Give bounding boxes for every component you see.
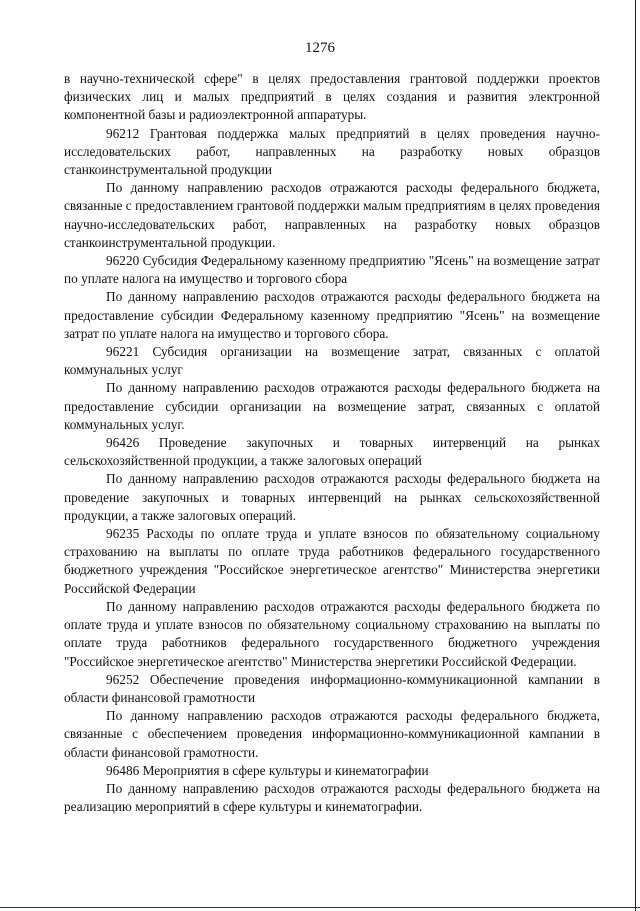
paragraph-96235-heading: 96235 Расходы по оплате труда и уплате взносов по обязательному социальному страхованию на выплаты по оплате труда работников федерального государственного бюджетного учреждения "Российское энергетическое агентство" Министерства энергетики Российской Федерации	[64, 526, 600, 596]
document-body	[64, 70, 600, 816]
paragraph-96221-body: По данному направлению расходов отражаются расходы федерального бюджета на предоставление субсидии организации на возмещение затрат, связанных с оплатой коммунальных услуг.	[64, 380, 600, 432]
page-edge-bottom	[0, 907, 640, 908]
paragraph-96212-heading: 96212 Грантовая поддержка малых предприятий в целях проведения научно-исследовательских работ, направленных на разработку новых образцов станкоинструментальной продукции	[64, 125, 600, 178]
paragraph-96212-body: По данному направлению расходов отражаются расходы федерального бюджета, связанные с предоставлением грантовой поддержки малым предприятиям в целях проведения научно-исследовательских работ, направленных на разработку новых образцов станкоинструментальной продукции.	[64, 180, 600, 250]
paragraph-96486-heading: 96486 Мероприятия в сфере культуры и кинематографии	[106, 762, 429, 778]
paragraph-96220-body: По данному направлению расходов отражаются расходы федерального бюджета на предоставление субсидии Федеральному казенному предприятию "Ясень" на возмещение затрат по уплате налога на имущество и торгового сбора.	[64, 289, 600, 341]
paragraph-96252-heading: 96252 Обеспечение проведения информационно-коммуникационной кампании в области финансовой грамотности	[64, 671, 600, 705]
paragraph-96426-body: По данному направлению расходов отражаются расходы федерального бюджета на проведение закупочных и товарных интервенций на рынках сельскохозяйственной продукции, а также залоговых операций.	[64, 471, 600, 523]
paragraph-96486-body: По данному направлению расходов отражаются расходы федерального бюджета на реализацию мероприятий в сфере культуры и кинематографии.	[64, 780, 600, 815]
paragraph-96426-heading: 96426 Проведение закупочных и товарных интервенций на рынках сельскохозяйственной продукции, а также залоговых операций	[64, 435, 600, 469]
paragraph-continuation: в научно-технической сфере" в целях предоставления грантовой поддержки проектов физических лиц и малых предприятий в целях создания и развития электронной компонентной базы и радиоэлектронной аппаратуры.	[64, 71, 600, 123]
page-edge-right	[635, 0, 636, 911]
paragraph-96220-heading: 96220 Субсидия Федеральному казенному предприятию "Ясень" на возмещение затрат по уплате налога на имущество и торгового сбора	[64, 253, 600, 287]
paragraph-96221-heading: 96221 Субсидия организации на возмещение затрат, связанных с оплатой коммунальных услуг	[64, 344, 600, 378]
page-number: 1276	[305, 40, 335, 56]
paragraph-96252-body: По данному направлению расходов отражаются расходы федерального бюджета, связанные с обеспечением проведения информационно-коммуникационной кампании в области финансовой грамотности.	[64, 708, 600, 760]
paragraph-96235-body: По данному направлению расходов отражаются расходы федерального бюджета по оплате труда и уплате взносов по обязательному социальному страхованию на выплаты по оплате труда работников федерального государственного бюджетного учреждения "Российское энергетическое агентство" Министерства энергетики Российской Федерации.	[64, 598, 600, 669]
